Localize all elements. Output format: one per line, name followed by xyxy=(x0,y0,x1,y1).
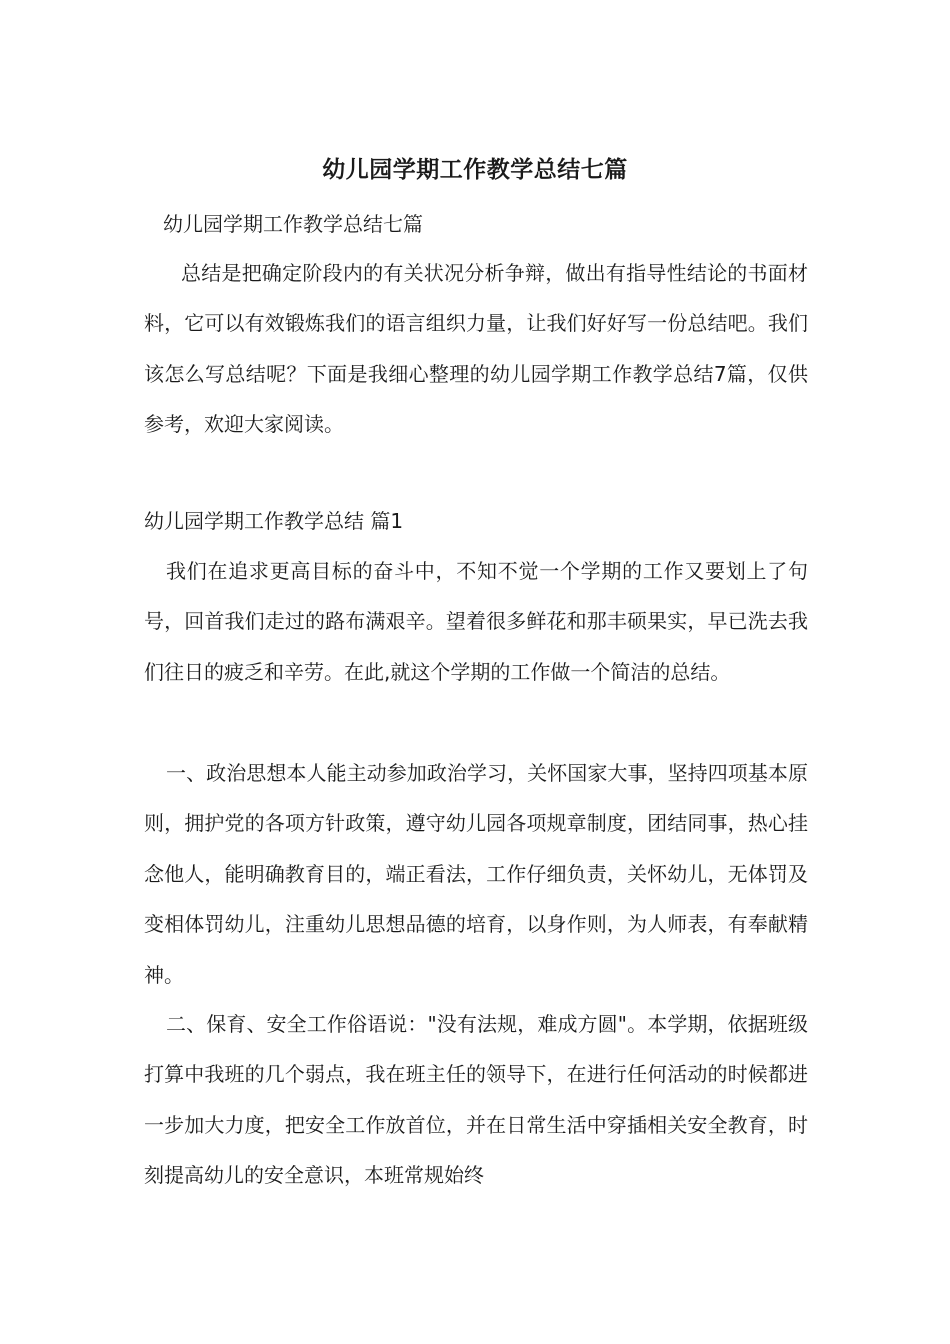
intro-paragraph: 总结是把确定阶段内的有关状况分析争辩，做出有指导性结论的书面材料，它可以有效锻炼我们的语言组织力量，让我们好好写一份总结吧。我们该怎么写总结呢？下面是我细心整理的幼儿园学期工作教学总结7篇，仅供参考，欢迎大家阅读。 xyxy=(144,261,808,437)
body-paragraph: 我们在追求更高目标的奋斗中，不知不觉一个学期的工作又要划上了句号，回首我们走过的路布满艰辛。望着很多鲜花和那丰硕果实，早已洗去我们往日的疲乏和辛劳。在此,就这个学期的工作做一个简洁的总结。 xyxy=(144,559,808,684)
document-title: 幼儿园学期工作教学总结七篇 xyxy=(322,157,628,183)
section-heading: 幼儿园学期工作教学总结 篇1 xyxy=(144,509,404,533)
body-paragraph: 一、政治思想本人能主动参加政治学习，关怀国家大事，坚持四项基本原则，拥护党的各项方针政策，遵守幼儿园各项规章制度，团结同事，热心挂念他人，能明确教育目的，端正看法，工作仔细负责，关怀幼儿，无体罚及变相体罚幼儿，注重幼儿思想品德的培育，以身作则，为人师表，有奉献精神。 xyxy=(144,761,808,987)
body-paragraph: 二、保育、安全工作俗语说："没有法规，难成方圆"。本学期，依据班级打算中我班的几个弱点，我在班主任的领导下，在进行任何活动的时候都进一步加大力度，把安全工作放首位，并在日常生活中穿插相关安全教育，时刻提高幼儿的安全意识，本班常规始终 xyxy=(144,1012,808,1188)
document-subtitle: 幼儿园学期工作教学总结七篇 xyxy=(163,212,423,236)
